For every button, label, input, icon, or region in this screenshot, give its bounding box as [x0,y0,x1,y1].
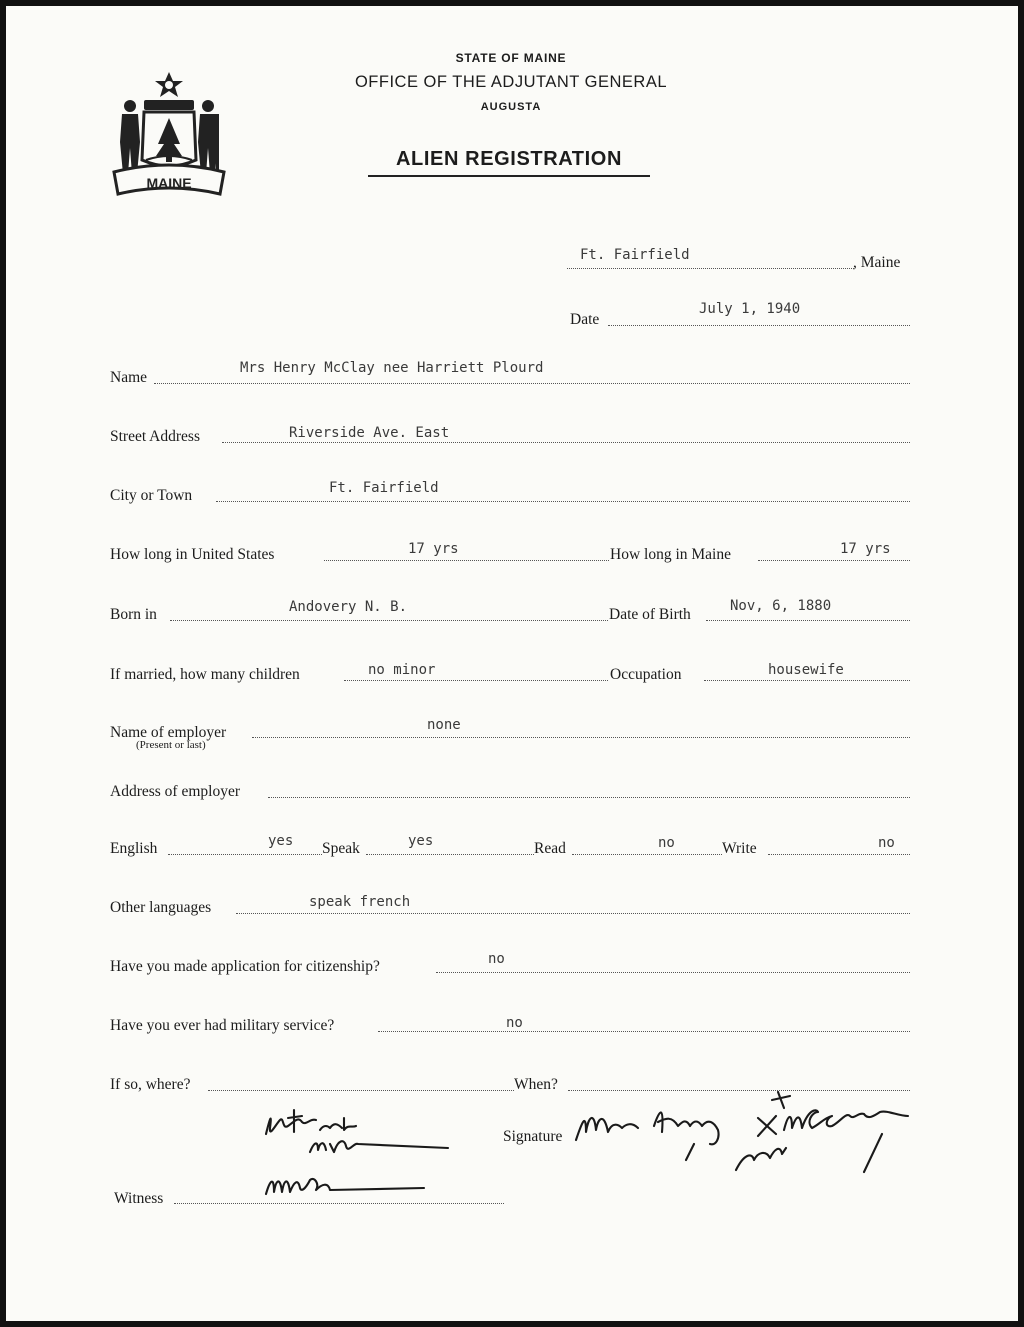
speak-line [366,854,534,855]
us-time-value[interactable]: 17 yrs [408,541,459,557]
employer-address-line [268,797,910,798]
children-value[interactable]: no minor [368,662,436,678]
military-line [378,1031,910,1032]
citizenship-line [436,972,910,973]
occupation-line [704,680,910,681]
street-value[interactable]: Riverside Ave. East [289,425,450,441]
english-value[interactable]: yes [268,833,294,849]
city-line [216,501,910,502]
employer-address-label: Address of employer [110,783,240,800]
name-label: Name [110,369,148,386]
town-value[interactable]: Ft. Fairfield [580,247,690,263]
dob-label: Date of Birth [609,606,691,623]
when-label: When? [514,1076,558,1093]
svg-text:MAINE: MAINE [146,175,192,191]
city-heading: AUGUSTA [480,101,542,113]
dob-value[interactable]: Nov, 6, 1880 [730,598,832,614]
form-title: ALIEN REGISTRATION [368,148,650,177]
signature-label: Signature [503,1128,563,1145]
occupation-value[interactable]: housewife [768,662,844,678]
other-languages-value[interactable]: speak french [309,894,411,910]
maine-time-value[interactable]: 17 yrs [840,541,891,557]
witness-mark-handwriting [258,1104,458,1160]
born-label: Born in [110,606,157,623]
read-label: Read [534,840,566,857]
where-line [208,1090,514,1091]
military-label: Have you ever had military service? [110,1017,335,1034]
us-time-label: How long in United States [110,546,275,563]
occupation-label: Occupation [610,666,682,683]
date-label: Date [570,311,600,328]
military-value[interactable]: no [506,1015,523,1031]
witness-signature-handwriting [260,1162,430,1204]
citizenship-value[interactable]: no [488,951,505,967]
where-label: If so, where? [110,1076,191,1093]
english-line [168,854,322,855]
other-languages-label: Other languages [110,899,212,916]
write-line [768,854,910,855]
name-value[interactable]: Mrs Henry McClay nee Harriett Plourd [240,360,544,376]
read-line [572,854,722,855]
write-label: Write [722,840,757,857]
office-heading: OFFICE OF THE ADJUTANT GENERAL [354,73,668,91]
employer-line [252,737,910,738]
maine-state-seal-icon [110,68,228,198]
born-line [170,620,608,621]
registration-form [6,6,1018,1321]
citizenship-label: Have you made application for citizenship? [110,958,380,975]
speak-value[interactable]: yes [408,833,434,849]
town-line [567,268,854,269]
date-value[interactable]: July 1, 1940 [699,301,801,317]
applicant-signature-handwriting [568,1082,920,1178]
maine-time-label: How long in Maine [610,546,731,563]
witness-line [174,1203,504,1204]
street-line [222,442,910,443]
state-heading: STATE OF MAINE [455,51,567,65]
employer-sublabel: (Present or last) [136,739,206,751]
witness-label: Witness [114,1190,164,1207]
children-line [344,680,608,681]
maine-label: , Maine [853,254,901,271]
other-languages-line [236,913,910,914]
born-value[interactable]: Andovery N. B. [289,599,408,615]
write-value[interactable]: no [878,835,895,851]
english-label: English [110,840,158,857]
name-line [154,383,910,384]
read-value[interactable]: no [658,835,675,851]
street-label: Street Address [110,428,200,445]
us-time-line [324,560,609,561]
maine-time-line [758,560,910,561]
city-label: City or Town [110,487,193,504]
employer-label: Name of employer [110,724,227,741]
speak-label: Speak [322,840,360,857]
dob-line [706,620,910,621]
city-value[interactable]: Ft. Fairfield [329,480,439,496]
employer-value[interactable]: none [427,717,461,733]
children-label: If married, how many children [110,666,300,683]
date-line [608,325,910,326]
